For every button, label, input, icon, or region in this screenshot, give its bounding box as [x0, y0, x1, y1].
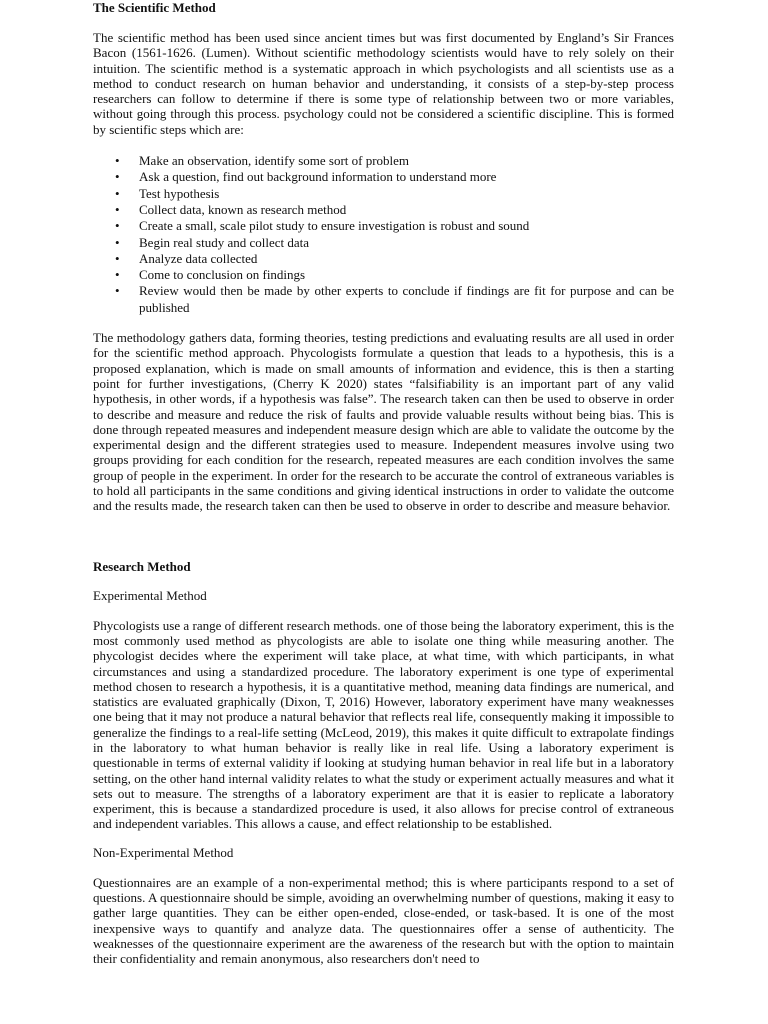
list-item: • Collect data, known as research method	[93, 202, 674, 218]
list-item: • Come to conclusion on findings	[93, 267, 674, 283]
section-title-research-method: Research Method	[93, 558, 191, 574]
scientific-steps-list	[93, 153, 674, 316]
list-item: • Ask a question, find out background information to understand more	[93, 169, 674, 185]
section-title-scientific-method: The Scientific Method	[93, 0, 216, 15]
scientific-method-body-paragraph: The methodology gathers data, forming theories, testing predictions and evaluating results are all used in order for the scientific method approach. Phycologists formulate a question that leads to a hypothesis, this is a proposed explanation, which is made on small amounts of information and evidence, this is then a starting point for further investigations, (Cherry K 2020) states “falsifiability is an important part of any valid hypothesis, in other words, if a hypothesis was false”. The research taken can then be used to observe in order to describe and measure and reduce the risk of faults and provide valuable results without being bias. This is done through repeated measures and independent measure design which are able to validate the outcome by the experimental design and the different strategies used to measure. Independent measures involve using two groups providing for each condition for the research, repeated measures are each condition involves the same group of people in the experiment. In order for the research to be accurate the control of extraneous variables is to hold all participants in the same conditions and giving identical instructions in order to validate the outcome and the results made, the research taken can then be used to observe in order to describe and measure behavior.	[93, 330, 674, 514]
subheading-experimental-method: Experimental Method	[93, 587, 207, 603]
list-item: • Begin real study and collect data	[93, 235, 674, 251]
list-item: • Test hypothesis	[93, 186, 674, 202]
non-experimental-method-paragraph: Questionnaires are an example of a non-experimental method; this is where participants respond to a set of questions. A questionnaire should be simple, avoiding an overwhelming number of questions, making it easy to gather large quantities. They can be either open-ended, close-ended, or task-based. It is one of the most inexpensive ways to quantify and analyze data. The questionnaires offer a sense of authenticity. The weaknesses of the questionnaire experiment are the awareness of the research but with the option to maintain their confidentiality and remain anonymous, also researchers don't need to	[93, 874, 674, 967]
scientific-method-intro-paragraph: The scientific method has been used since ancient times but was first documented by England’s Sir Frances Bacon (1561-1626. (Lumen). Without scientific methodology scientists would have to rely solely on their intuition. The scientific method is a systematic approach in which psychologists and all scientists use as a method to conduct research on human behavior and understanding, it consists of a step-by-step process researchers can follow to determine if there is some type of relationship between two or more variables, without going through this process. psychology could not be considered a scientific discipline. This is formed by scientific steps which are:	[93, 30, 674, 137]
document-page	[93, 0, 674, 967]
subheading-non-experimental-method: Non-Experimental Method	[93, 844, 234, 860]
list-item: • Create a small, scale pilot study to ensure investigation is robust and sound	[93, 218, 674, 234]
list-item: • Make an observation, identify some sort of problem	[93, 153, 674, 169]
list-item: • Analyze data collected	[93, 251, 674, 267]
list-item: • Review would then be made by other experts to conclude if findings are fit for purpose and can be published	[93, 283, 674, 316]
experimental-method-paragraph: Phycologists use a range of different research methods. one of those being the laboratory experiment, this is the most commonly used method as phycologists are able to isolate one thing while measuring another. The phycologist decides where the experiment will take place, at what time, with which participants, in what circumstances and using a standardized procedure. The laboratory experiment is one type of experimental method chosen to research a hypothesis, it is a quantitative method, meaning data findings are numerical, and statistics are evaluated graphically (Dixon, T, 2016) However, laboratory experiment have many weaknesses one being that it may not produce a natural behavior that reflects real life, consequently making it impossible to generalize the findings to a real-life setting (McLeod, 2019), this makes it quite difficult to extrapolate findings in the laboratory to what human behavior is really like in real life. Using a laboratory experiment is questionable in terms of external validity if looking at studying human behavior in real life but in a laboratory setting, on the other hand internal validity relates to what the study or experiment actually measures and what it sets out to measure. The strengths of a laboratory experiment are that it is easier to replicate a laboratory experiment, this is because a standardized procedure is used, it also allows for precise control of extraneous and independent variables. This allows a cause, and effect relationship to be established.	[93, 617, 674, 832]
